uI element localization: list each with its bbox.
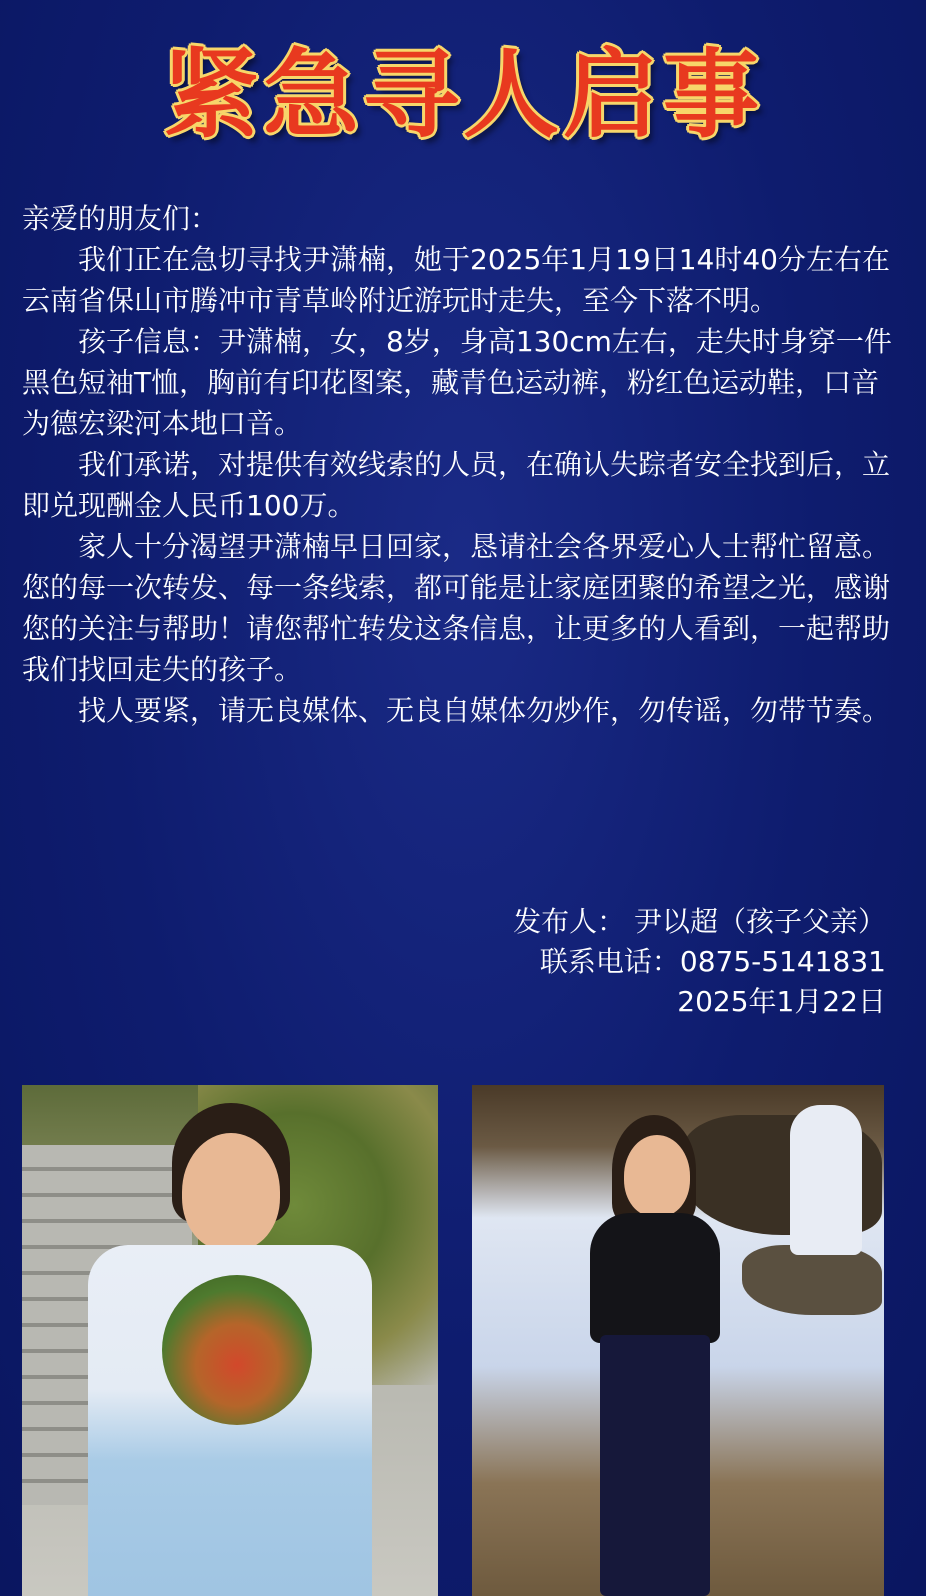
- publish-date: 2025年1月22日: [677, 985, 886, 1018]
- rock-background-lower: [742, 1245, 882, 1315]
- paragraph-child-info: 孩子信息：尹潇楠，女，8岁，身高130cm左右，走失时身穿一件黑色短袖T恤，胸前有印花图案，藏青色运动裤，粉红色运动鞋，口音为德宏梁河本地口音。: [22, 325, 892, 440]
- notice-body: [22, 198, 906, 731]
- signature-block: [286, 902, 886, 1022]
- paragraph-media-request: 找人要紧，请无良媒体、无良自媒体勿炒作，勿传谣，勿带节奏。: [78, 694, 891, 727]
- child-photo-left: [22, 1085, 438, 1596]
- leaf-bouquet: [162, 1275, 312, 1425]
- child-photo-right: [472, 1085, 884, 1596]
- child-face: [624, 1135, 690, 1217]
- paragraph-reward: 我们承诺，对提供有效线索的人员，在确认失踪者安全找到后，立即兑现酬金人民币100万。: [22, 448, 891, 522]
- contact-phone[interactable]: 联系电话：0875-5141831: [539, 945, 886, 978]
- paragraph-appeal: 家人十分渴望尹潇楠早日回家，恳请社会各界爱心人士帮忙留意。您的每一次转发、每一条线索，都可能是让家庭团聚的希望之光，感谢您的关注与帮助！请您帮忙转发这条信息，让更多的人看到，一起帮助我们找回走失的孩子。: [22, 530, 891, 686]
- child-black-tshirt: [590, 1213, 720, 1343]
- publisher: 发布人： 尹以超（孩子父亲）: [513, 905, 886, 938]
- child-face: [182, 1133, 280, 1251]
- other-child-figure: [790, 1105, 862, 1255]
- paragraph-disappearance: 我们正在急切寻找尹潇楠，她于2025年1月19日14时40分左右在云南省保山市腾冲市青草岭附近游玩时走失，至今下落不明。: [22, 243, 890, 317]
- greeting: 亲爱的朋友们：: [22, 202, 219, 235]
- child-navy-pants: [600, 1335, 710, 1596]
- poster-title: 紧急寻人启事: [163, 39, 763, 151]
